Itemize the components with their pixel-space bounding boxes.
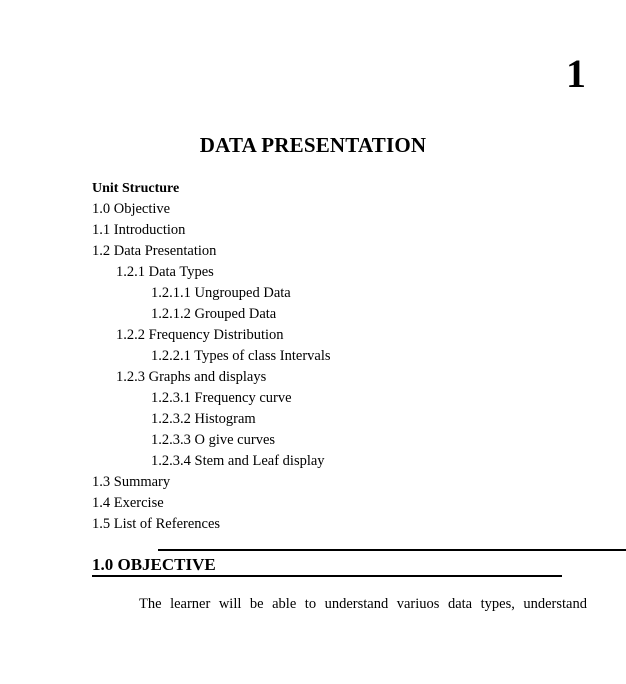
objective-paragraph: The learner will be able to understand variuos data types, understand	[139, 596, 587, 612]
unit-structure-list	[0, 199, 626, 535]
chapter-number: 1	[566, 51, 586, 96]
toc-item: 1.1 Introduction	[92, 222, 186, 238]
toc-item: 1.0 Objective	[92, 201, 171, 217]
toc-item: 1.2.2.1 Types of class Intervals	[151, 348, 331, 364]
toc-item: 1.2.1.2 Grouped Data	[151, 306, 277, 322]
toc-item: 1.3 Summary	[92, 474, 171, 490]
section-divider-top	[158, 549, 626, 551]
toc-item: 1.2.3.1 Frequency curve	[151, 390, 292, 406]
toc-item: 1.4 Exercise	[92, 495, 164, 511]
toc-item: 1.2.1 Data Types	[116, 264, 214, 280]
toc-item: 1.2.3.4 Stem and Leaf display	[151, 453, 325, 469]
toc-item: 1.5 List of References	[92, 516, 221, 532]
toc-item: 1.2.3.3 O give curves	[151, 432, 276, 448]
chapter-title: DATA PRESENTATION	[199, 133, 427, 157]
toc-item: 1.2 Data Presentation	[92, 243, 217, 259]
unit-structure-heading: Unit Structure	[92, 181, 180, 196]
objective-heading: 1.0 OBJECTIVE	[92, 555, 216, 574]
toc-item: 1.2.2 Frequency Distribution	[116, 327, 284, 343]
section-divider-bottom	[92, 575, 562, 577]
toc-item: 1.2.3 Graphs and displays	[116, 369, 267, 385]
toc-item: 1.2.1.1 Ungrouped Data	[151, 285, 291, 301]
toc-item: 1.2.3.2 Histogram	[151, 411, 256, 427]
